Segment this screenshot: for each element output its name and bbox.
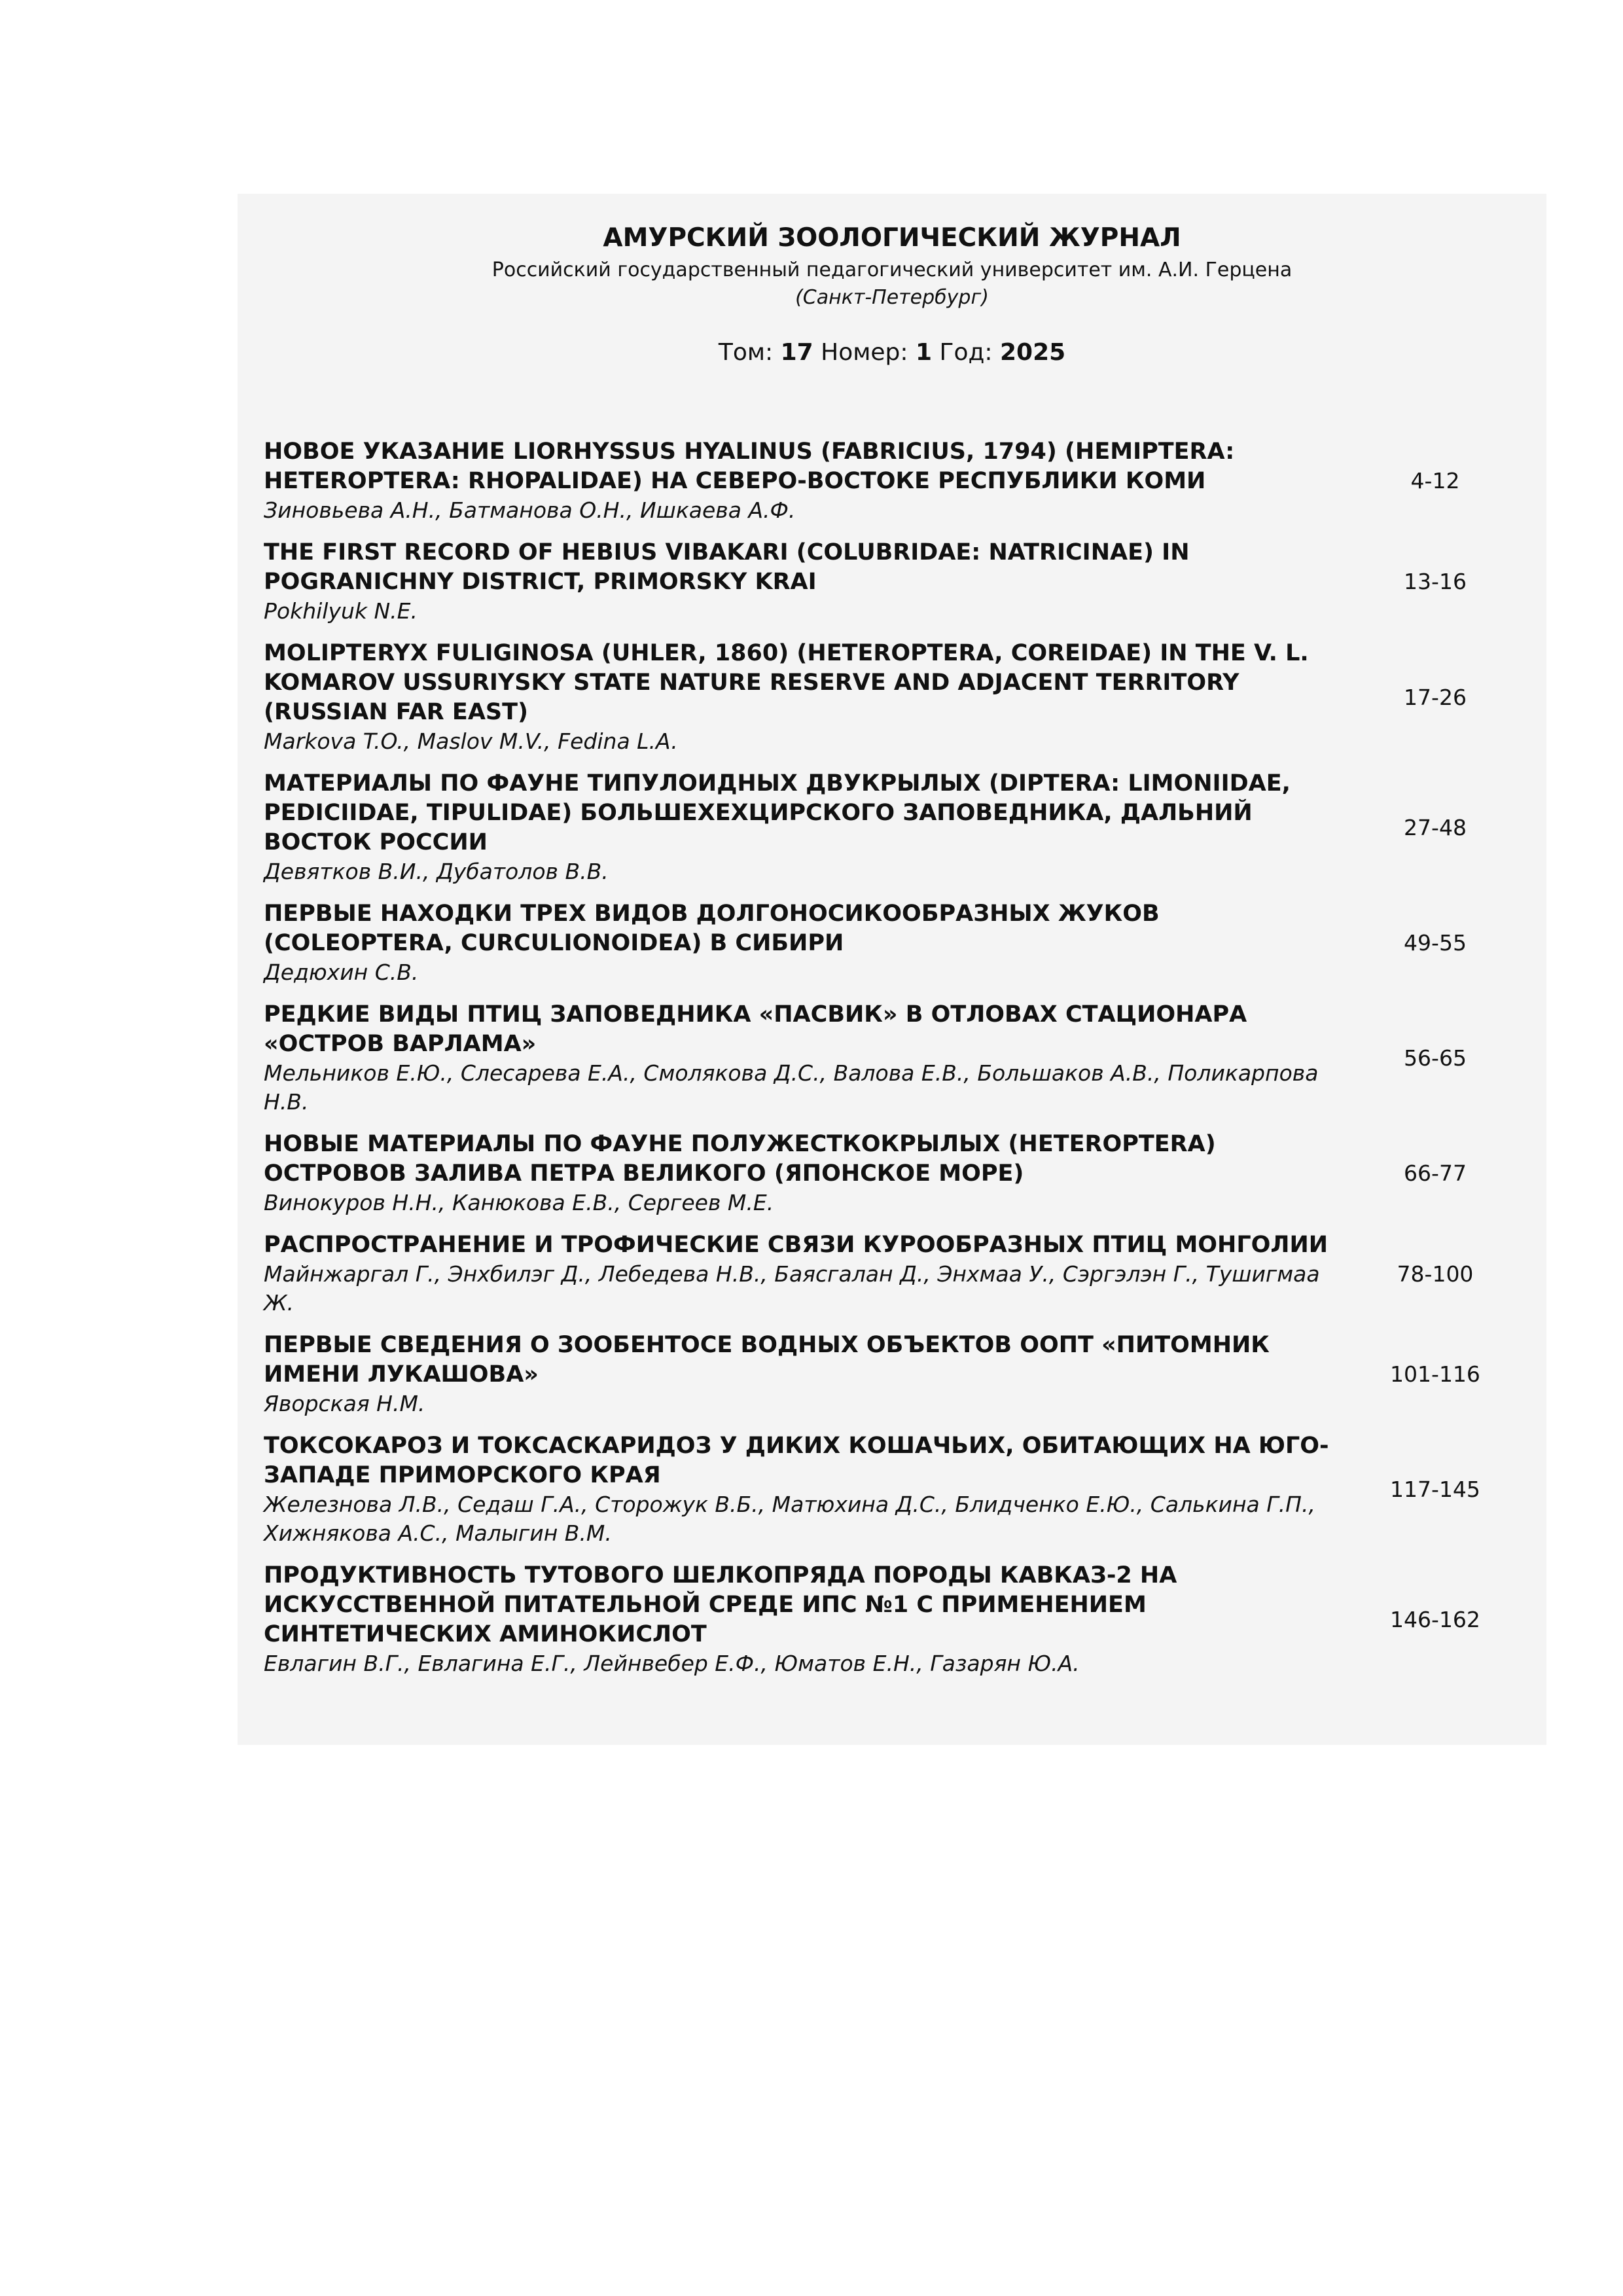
journal-header bbox=[238, 220, 1546, 369]
toc-entry[interactable] bbox=[264, 1130, 1533, 1217]
article-pages: 49-55 bbox=[1404, 930, 1467, 956]
volume-value: 17 bbox=[780, 339, 813, 366]
article-title[interactable]: ПРОДУКТИВНОСТЬ ТУТОВОГО ШЕЛКОПРЯДА ПОРОДЫ КАВКАЗ-2 НА ИСКУССТВЕННОЙ ПИТАТЕЛЬНОЙ СРЕДЕ ИПС №1 С ПРИМЕНЕНИЕМ СИНТЕТИЧЕСКИХ АМИНОКИСЛОТ bbox=[264, 1562, 1177, 1647]
number-value: 1 bbox=[916, 339, 933, 366]
toc-entry[interactable] bbox=[264, 769, 1533, 886]
publisher-name: Российский государственный педагогический университет им. А.И. Герцена bbox=[491, 259, 1293, 281]
article-pages: 117-145 bbox=[1390, 1477, 1480, 1502]
entry-text bbox=[264, 1130, 1337, 1217]
article-title[interactable]: ТОКСОКАРОЗ И ТОКСАСКАРИДОЗ У ДИКИХ КОШАЧЬИХ, ОБИТАЮЩИХ НА ЮГО-ЗАПАДЕ ПРИМОРСКОГО КРАЯ bbox=[264, 1433, 1329, 1488]
article-pages: 27-48 bbox=[1404, 814, 1467, 840]
year-label: Год: bbox=[939, 339, 993, 366]
entry-text bbox=[264, 1561, 1337, 1678]
article-pages: 78-100 bbox=[1397, 1261, 1474, 1287]
article-pages: 17-26 bbox=[1404, 684, 1467, 710]
article-authors: Девятков В.И., Дубатолов В.В. bbox=[264, 859, 609, 884]
entry-text bbox=[264, 1431, 1337, 1548]
article-pages: 101-116 bbox=[1390, 1361, 1480, 1387]
article-authors: Железнова Л.В., Седаш Г.А., Сторожук В.Б., Матюхина Д.С., Блидченко Е.Ю., Салькина Г.П., Хижнякова А.С., Малыгин В.М. bbox=[264, 1492, 1315, 1546]
article-pages: 13-16 bbox=[1404, 569, 1467, 594]
article-title[interactable]: МАТЕРИАЛЫ ПО ФАУНЕ ТИПУЛОИДНЫХ ДВУКРЫЛЫХ (DIPTERA: LIMONIIDAE, PEDICIIDAE, TIPULIDAE) БОЛЬШЕХЕХЦИРСКОГО ЗАПОВЕДНИКА, ДАЛЬНИЙ ВОСТОК РОССИИ bbox=[264, 770, 1291, 855]
article-pages: 56-65 bbox=[1404, 1045, 1467, 1071]
toc-entry[interactable] bbox=[264, 899, 1533, 987]
article-authors: Винокуров Н.Н., Канюкова Е.В., Сергеев М.Е. bbox=[264, 1190, 774, 1215]
toc-entry[interactable] bbox=[264, 437, 1533, 525]
article-title[interactable]: РЕДКИЕ ВИДЫ ПТИЦ ЗАПОВЕДНИКА «ПАСВИК» В ОТЛОВАХ СТАЦИОНАРА «ОСТРОВ ВАРЛАМА» bbox=[264, 1001, 1247, 1057]
number-label: Номер: bbox=[821, 339, 908, 366]
article-pages: 4-12 bbox=[1410, 468, 1460, 493]
article-authors: Зиновьева А.Н., Батманова О.Н., Ишкаева А.Ф. bbox=[264, 497, 796, 523]
article-title[interactable]: НОВЫЕ МАТЕРИАЛЫ ПО ФАУНЕ ПОЛУЖЕСТКОКРЫЛЫХ (HETEROPTERA) ОСТРОВОВ ЗАЛИВА ПЕТРА ВЕЛИКОГО (ЯПОНСКОЕ МОРЕ) bbox=[264, 1131, 1216, 1187]
article-title[interactable]: ПЕРВЫЕ СВЕДЕНИЯ О ЗООБЕНТОСЕ ВОДНЫХ ОБЪЕКТОВ ООПТ «ПИТОМНИК ИМЕНИ ЛУКАШОВА» bbox=[264, 1332, 1270, 1388]
volume-label: Том: bbox=[718, 339, 774, 366]
toc-entry[interactable] bbox=[264, 1000, 1533, 1117]
entry-text bbox=[264, 1230, 1337, 1318]
toc-entry[interactable] bbox=[264, 538, 1533, 626]
article-pages: 66-77 bbox=[1404, 1160, 1467, 1186]
toc-entry[interactable] bbox=[264, 1431, 1533, 1548]
article-title[interactable]: MOLIPTERYX FULIGINOSA (UHLER, 1860) (HETEROPTERA, COREIDAE) IN THE V. L. KOMAROV USSURIYSKY STATE NATURE RESERVE AND ADJACENT TERRITORY (RUSSIAN FAR EAST) bbox=[264, 640, 1309, 725]
article-authors: Мельников Е.Ю., Слесарева Е.А., Смолякова Д.С., Валова Е.В., Большаков А.В., Поликарпова Н.В. bbox=[264, 1060, 1319, 1115]
entry-text bbox=[264, 1000, 1337, 1117]
entry-text bbox=[264, 639, 1337, 756]
year-value: 2025 bbox=[999, 339, 1066, 366]
entry-text bbox=[264, 538, 1337, 626]
article-title[interactable]: НОВОЕ УКАЗАНИЕ LIORHYSSUS HYALINUS (FABRICIUS, 1794) (HEMIPTERA: HETEROPTERA: RHOPALIDAE) НА СЕВЕРО-ВОСТОКЕ РЕСПУБЛИКИ КОМИ bbox=[264, 439, 1235, 494]
article-authors: Дедюхин С.В. bbox=[264, 960, 419, 985]
issue-contents-panel bbox=[238, 194, 1546, 1745]
article-title[interactable]: РАСПРОСТРАНЕНИЕ И ТРОФИЧЕСКИЕ СВЯЗИ КУРООБРАЗНЫХ ПТИЦ МОНГОЛИИ bbox=[264, 1232, 1329, 1258]
article-title[interactable]: ПЕРВЫЕ НАХОДКИ ТРЕХ ВИДОВ ДОЛГОНОСИКООБРАЗНЫХ ЖУКОВ (COLEOPTERA, CURCULIONOIDEA) В СИБИРИ bbox=[264, 901, 1160, 956]
toc-entry[interactable] bbox=[264, 1561, 1533, 1678]
article-authors: Евлагин В.Г., Евлагина Е.Г., Лейнвебер Е.Ф., Юматов Е.Н., Газарян Ю.А. bbox=[264, 1651, 1080, 1676]
article-pages: 146-162 bbox=[1390, 1606, 1480, 1632]
entry-text bbox=[264, 437, 1337, 525]
article-title[interactable]: THE FIRST RECORD OF HEBIUS VIBAKARI (COLUBRIDAE: NATRICINAE) IN POGRANICHNY DISTRICT, PRIMORSKY KRAI bbox=[264, 539, 1190, 595]
publisher-city: (Санкт-Петербург) bbox=[795, 286, 989, 309]
journal-title: АМУРСКИЙ ЗООЛОГИЧЕСКИЙ ЖУРНАЛ bbox=[603, 223, 1181, 253]
table-of-contents bbox=[264, 437, 1533, 1691]
article-authors: Яворская Н.М. bbox=[264, 1391, 425, 1416]
entry-text bbox=[264, 1331, 1337, 1418]
toc-entry[interactable] bbox=[264, 1230, 1533, 1318]
toc-entry[interactable] bbox=[264, 639, 1533, 756]
entry-text bbox=[264, 769, 1337, 886]
issue-info bbox=[238, 336, 1546, 369]
entry-text bbox=[264, 899, 1337, 987]
toc-entry[interactable] bbox=[264, 1331, 1533, 1418]
article-authors: Pokhilyuk N.E. bbox=[264, 598, 418, 624]
article-authors: Markova T.O., Maslov M.V., Fedina L.A. bbox=[264, 728, 678, 754]
article-authors: Майнжаргал Г., Энхбилэг Д., Лебедева Н.В., Баясгалан Д., Энхмаа У., Сэргэлэн Г., Тушигмаа Ж. bbox=[264, 1261, 1320, 1316]
